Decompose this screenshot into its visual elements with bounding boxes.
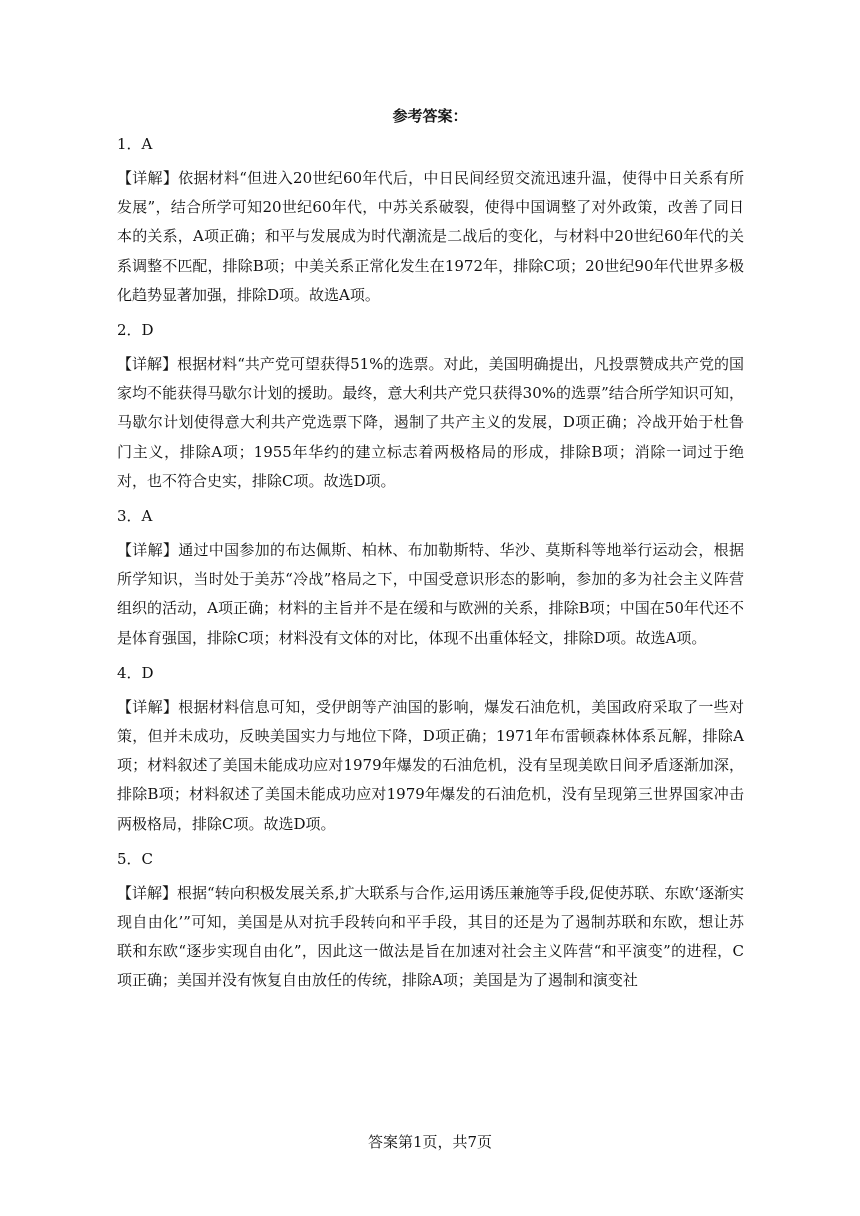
- answer-item: [117, 318, 744, 496]
- answer-item: [117, 847, 744, 996]
- explanation-tag: 【详解】: [117, 883, 178, 902]
- explanation-text: [117, 164, 744, 310]
- explanation-body: 通过中国参加的布达佩斯、柏林、布加勒斯特、华沙、莫斯科等地举行运动会，根据所学知识，当时处于美苏“冷战”格局之下，中国受意识形态的影响，参加的多为社会主义阵营组织的活动，A项正确；材料的主旨并不是在缓和与欧洲的关系，排除B项；中国在50年代还不是体育强国，排除C项；材料没有文体的对比，体现不出重体轻文，排除D项。故选A项。: [117, 541, 744, 647]
- explanation-tag: 【详解】: [117, 697, 179, 716]
- answer-list: [117, 132, 744, 1004]
- explanation-text: [117, 350, 744, 496]
- explanation-tag: 【详解】: [117, 355, 178, 374]
- question-number: 3．A: [117, 507, 153, 526]
- answer-item: [117, 504, 744, 653]
- explanation-text: [117, 693, 744, 839]
- question-number: 2．D: [117, 321, 154, 340]
- explanation-body: 根据材料“共产党可望获得51%的选票。对此，美国明确提出，凡投票赞成共产党的国家均不能获得马歇尔计划的援助。最终，意大利共产党只获得30%的选票”结合所学知识可知，马歇尔计划使得意大利共产党选票下降，遏制了共产主义的发展，D项正确；冷战开始于杜鲁门主义，排除A项；1955年华约的建立标志着两极格局的形成，排除B项；消除一词过于绝对，也不符合史实，排除C项。故选D项。: [117, 355, 744, 490]
- explanation-tag: 【详解】: [117, 169, 179, 187]
- explanation-body: 依据材料“但进入20世纪60年代后，中日民间经贸交流迅速升温，使得中日关系有所发展”，结合所学可知20世纪60年代，中苏关系破裂，使得中国调整了对外政策，改善了同日本的关系，A项正确；和平与发展成为时代潮流是二战后的变化，与材料中20世纪60年代的关系调整不匹配，排除B项；中美关系正常化发生在1972年，排除C项；20世纪90年代世界多极化趋势显著加强，排除D项。故选A项。: [117, 169, 744, 304]
- explanation-tag: 【详解】: [117, 541, 179, 560]
- question-number: 4．D: [117, 663, 154, 682]
- explanation-body: 根据材料信息可知，受伊朗等产油国的影响，爆发石油危机，美国政府采取了一些对策，但并未成功，反映美国实力与地位下降，D项正确；1971年布雷顿森林体系瓦解，排除A项；材料叙述了美国未能成功应对1979年爆发的石油危机，没有呈现美欧日间矛盾逐渐加深，排除B项；材料叙述了美国未能成功应对1979年爆发的石油危机，没有呈现第三世界国家冲击两极格局，排除C项。故选D项。: [117, 697, 744, 833]
- question-number: 1．A: [117, 135, 153, 153]
- answer-item: [117, 661, 744, 839]
- answer-item: [117, 132, 744, 310]
- question-number: 5．C: [117, 849, 154, 868]
- page-footer: 答案第1页，共7页: [367, 1133, 493, 1151]
- page-title: 参考答案：: [392, 107, 468, 125]
- explanation-text: [117, 879, 744, 996]
- explanation-body: 根据“转向积极发展关系,扩大联系与合作,运用诱压兼施等手段,促使苏联、东欧‘逐渐实现自由化’”可知，美国是从对抗手段转向和平手段，其目的还是为了遏制苏联和东欧，想让苏联和东欧“逐步实现自由化”，因此这一做法是旨在加速对社会主义阵营“和平演变”的进程，C项正确；美国并没有恢复自由放任的传统，排除A项；美国是为了遏制和演变社: [117, 883, 744, 990]
- explanation-text: [117, 536, 744, 653]
